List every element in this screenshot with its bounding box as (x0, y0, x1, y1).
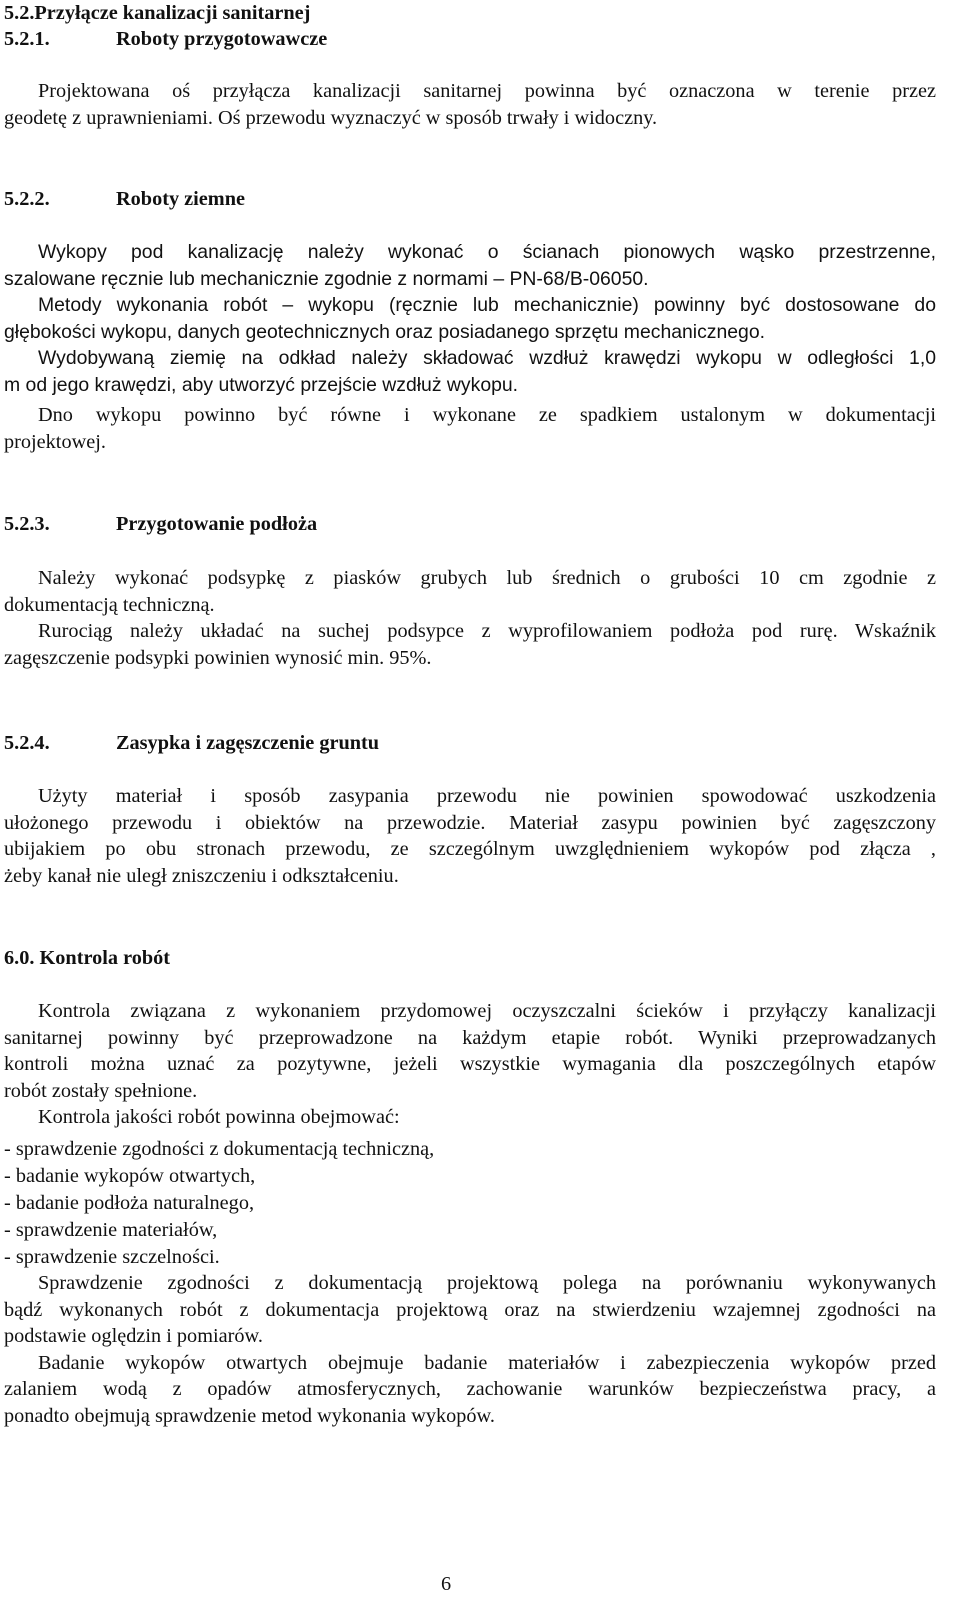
list-item: - sprawdzenie zgodności z dokumentacją techniczną, (4, 1138, 435, 1160)
paragraph-5-2-2 (4, 239, 936, 398)
list-item: - sprawdzenie materiałów, (4, 1219, 218, 1241)
paragraph-6-0-verification (4, 1270, 936, 1429)
text-line: Wykopy pod kanalizację należy wykonać o ścianach pionowych wąsko przestrzenne, (38, 241, 936, 263)
text-line: podstawie oględzin i pomiarów. (4, 1325, 263, 1347)
section-number: 5.2. (4, 2, 35, 24)
text-line: ułożonego przewodu i obiektów na przewodzie. Materiał zasypu powinien być zagęszczony (4, 811, 936, 834)
paragraph-5-2-2-bottom (4, 402, 936, 455)
text-line: ubijakiem po obu stronach przewodu, ze szczególnym uwzględnieniem wykopów pod złącza , (4, 838, 936, 860)
text-line: projektowej. (4, 430, 106, 453)
text-line: Wydobywaną ziemię na odkład należy składować wzdłuż krawędzi wykopu w odległości 1,0 (38, 347, 936, 369)
subsection-heading-5-2-2 (4, 186, 245, 212)
text-line: Badanie wykopów otwartych obejmuje badanie materiałów i zabezpieczenia wykopów przed (38, 1351, 936, 1374)
subsection-title: Roboty przygotowawcze (116, 28, 328, 50)
list-item: - sprawdzenie szczelności. (4, 1246, 220, 1268)
text-line: zalaniem wodą z opadów atmosferycznych, zachowanie warunków bezpieczeństwa pracy, a (4, 1378, 936, 1400)
text-line: Kontrola jakości robót powinna obejmować: (38, 1106, 400, 1128)
text-line: Należy wykonać podsypkę z piasków grubych lub średnich o grubości 10 cm zgodnie z (38, 567, 936, 589)
subsection-number: 5.2.1. (4, 28, 50, 50)
text-line: kontroli można uznać za pozytywne, jeżeli wszystkie wymagania dla poszczególnych etapów (4, 1053, 936, 1075)
paragraph-6-0 (4, 998, 936, 1131)
text-line: bądź wykonanych robót z dokumentacja projektową oraz na stwierdzeniu wzajemnej zgodności na (4, 1298, 936, 1321)
text-line: zagęszczenie podsypki powinien wynosić min. 95%. (4, 646, 432, 669)
text-line: Rurociąg należy układać na suchej podsypce z wyprofilowaniem podłoża pod rurę. Wskaźnik (38, 620, 936, 642)
text-line: dokumentacją techniczną. (4, 593, 215, 616)
section-title: Przyłącze kanalizacji sanitarnej (34, 2, 311, 24)
text-line: sanitarnej powinny być przeprowadzone na każdym etapie robót. Wyniki przeprowadzanych (4, 1026, 936, 1049)
list-item: - badanie podłoża naturalnego, (4, 1192, 255, 1214)
subsection-title: Roboty ziemne (116, 188, 245, 210)
subsection-number: 5.2.3. (4, 513, 50, 535)
paragraph-5-2-1 (4, 78, 936, 131)
text-line: Projektowana oś przyłącza kanalizacji sanitarnej powinna być oznaczona w terenie przez (38, 80, 936, 102)
text-line: m od jego krawędzi, aby utworzyć przejście wzdłuż wykopu. (4, 373, 519, 396)
text-line: Sprawdzenie zgodności z dokumentacją projektową polega na porównaniu wykonywanych (38, 1272, 936, 1294)
text-line: Dno wykopu powinno być równe i wykonane ze spadkiem ustalonym w dokumentacji (38, 404, 936, 426)
subsection-title: Zasypka i zagęszczenie gruntu (116, 732, 380, 754)
paragraph-5-2-3 (4, 565, 936, 671)
text-line: robót zostały spełnione. (4, 1079, 198, 1102)
text-line: geodetę z uprawnieniami. Oś przewodu wyznaczyć w sposób trwały i widoczny. (4, 106, 658, 129)
paragraph-5-2-4 (4, 783, 936, 889)
section-heading-5-2 (4, 0, 310, 26)
section-heading-6-0 (4, 945, 170, 971)
subsection-heading-5-2-3 (4, 511, 317, 537)
text-line: Metody wykonania robót – wykopu (ręcznie lub mechanicznie) powinny być dostosowane do (38, 294, 936, 316)
text-line: Kontrola związana z wykonaniem przydomowej oczyszczalni ścieków i przyłączy kanalizacji (38, 1000, 936, 1022)
section-number: 6.0. (4, 947, 35, 969)
text-line: szalowane ręcznie lub mechanicznie zgodnie z normami – PN-68/B-06050. (4, 267, 649, 290)
section-title: Kontrola robót (39, 947, 171, 969)
text-line: ponadto obejmują sprawdzenie metod wykonania wykopów. (4, 1404, 495, 1427)
text-line: głębokości wykopu, danych geotechnicznych oraz posiadanego sprzętu mechanicznego. (4, 320, 766, 343)
subsection-title: Przygotowanie podłoża (116, 513, 318, 535)
page-number: 6 (441, 1573, 452, 1595)
subsection-number: 5.2.2. (4, 188, 50, 210)
subsection-heading-5-2-1 (4, 26, 327, 52)
subsection-number: 5.2.4. (4, 732, 50, 754)
text-line: Użyty materiał i sposób zasypania przewodu nie powinien spowodować uszkodzenia (38, 785, 936, 807)
list-item: - badanie wykopów otwartych, (4, 1165, 256, 1187)
subsection-heading-5-2-4 (4, 730, 379, 756)
text-line: żeby kanał nie uległ zniszczeniu i odkształceniu. (4, 864, 399, 887)
